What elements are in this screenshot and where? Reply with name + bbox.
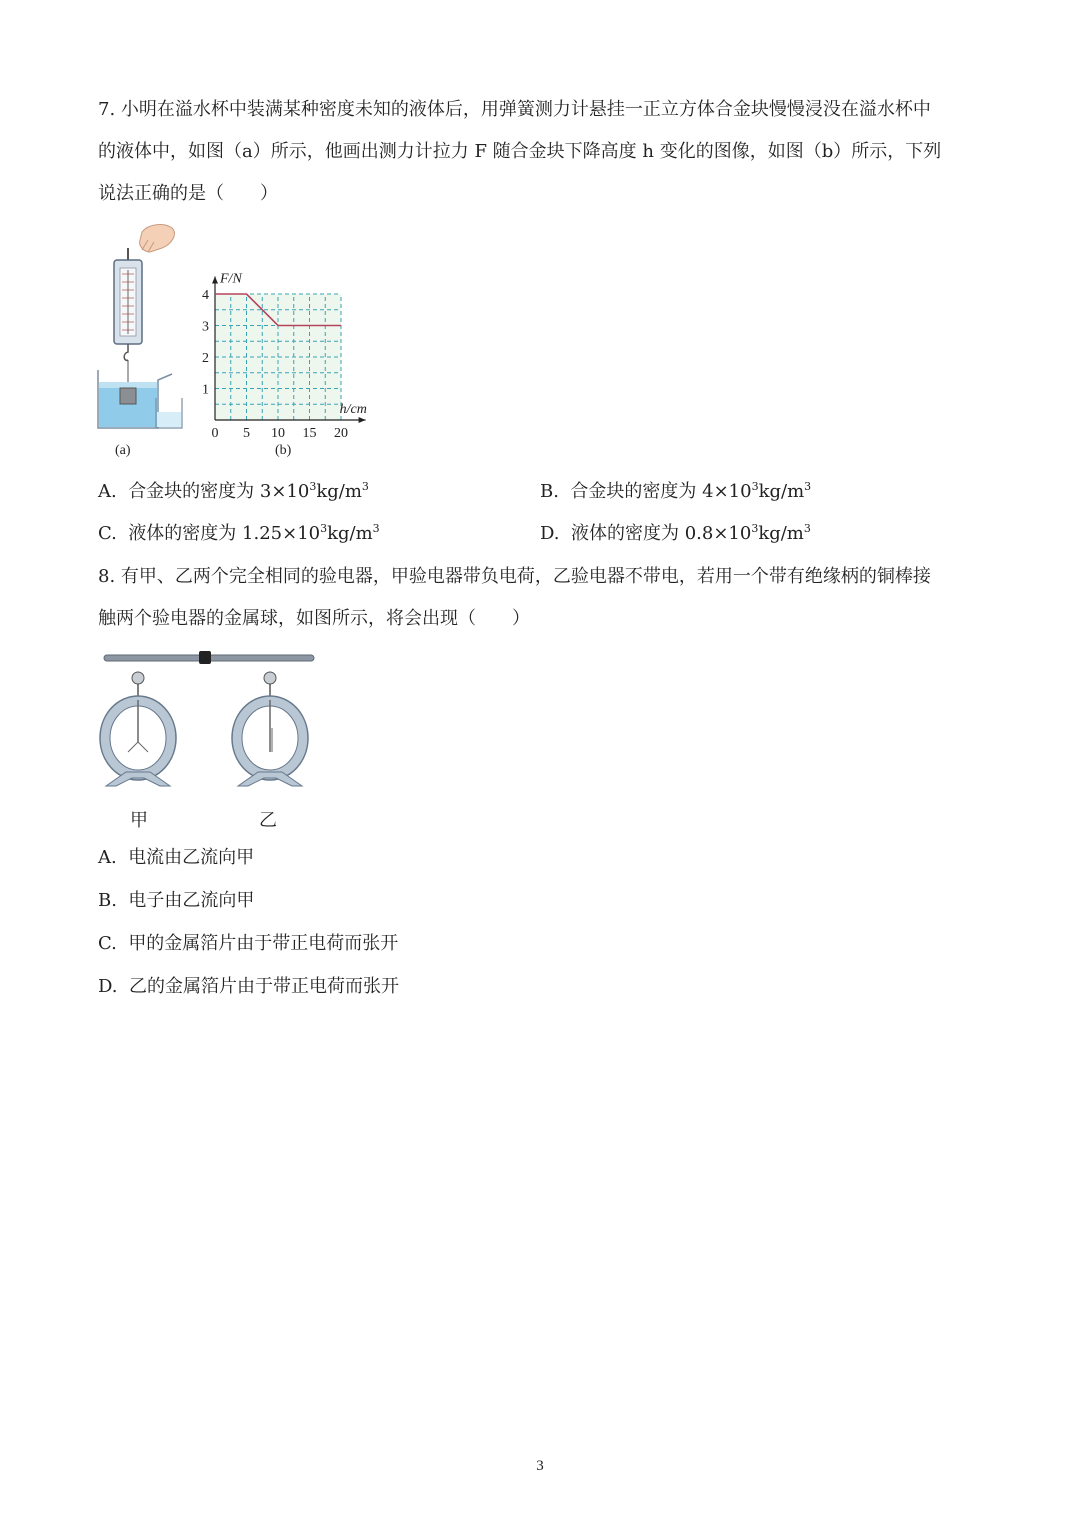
option-letter: B. <box>98 890 117 911</box>
figure-a-spring-scale <box>92 222 192 432</box>
label-yi: 乙 <box>259 810 277 831</box>
x-tick-label: 15 <box>302 426 317 441</box>
option-text: 合金块的密度为 4×10 <box>570 481 752 502</box>
x-tick-label: 5 <box>243 426 250 441</box>
y-tick-label: 3 <box>202 319 209 335</box>
x-axis-arrow <box>359 417 366 423</box>
electroscope-yi <box>232 672 308 786</box>
q8-stem-line1: 8. 有甲、乙两个完全相同的验电器，甲验电器带负电荷，乙验电器不带电，若用一个带有绝缘柄的铜棒接 <box>98 566 931 587</box>
option-letter: A. <box>98 481 117 502</box>
y-axis-arrow <box>212 277 218 284</box>
label-jia: 甲 <box>130 810 148 831</box>
option-text: 电子由乙流向甲 <box>128 890 255 911</box>
option-unit: kg/m <box>758 481 805 502</box>
x-tick-label: 10 <box>271 426 285 441</box>
q8-option-d[interactable] <box>98 975 399 999</box>
option-unit-sup: 3 <box>803 522 811 535</box>
figure-b-graph <box>195 270 385 450</box>
x-tick-label: 0 <box>211 426 219 441</box>
option-unit-sup: 3 <box>372 522 380 535</box>
figure-b-label: (b) <box>275 443 292 458</box>
option-sup: 3 <box>309 480 317 493</box>
option-sup: 3 <box>751 480 759 493</box>
y-tick-label: 1 <box>202 382 209 398</box>
option-letter: D. <box>540 523 560 544</box>
option-unit-sup: 3 <box>361 480 369 493</box>
option-letter: D. <box>98 976 118 997</box>
y-axis-label: F/N <box>220 271 242 287</box>
option-unit: kg/m <box>316 481 362 502</box>
option-text: 电流由乙流向甲 <box>128 847 255 868</box>
option-text: 合金块的密度为 3×10 <box>128 481 310 502</box>
y-tick-label: 2 <box>202 351 209 366</box>
q7-stem-line1: 7. 小明在溢水杯中装满某种密度未知的液体后，用弹簧测力计悬挂一正立方体合金块慢慢浸没在溢水杯中 <box>98 99 931 120</box>
option-letter: C. <box>98 523 117 544</box>
option-text: 乙的金属箔片由于带正电荷而张开 <box>128 976 399 997</box>
q8-option-b[interactable] <box>98 889 254 913</box>
y-tick-label: 4 <box>202 288 209 303</box>
option-letter: A. <box>98 847 117 868</box>
figure-electroscopes <box>96 648 326 798</box>
q7-stem-line2: 的液体中，如图（a）所示，他画出测力计拉力 F 随合金块下降高度 h 变化的图像，如图（b）所示，下列 <box>98 141 942 162</box>
option-sup: 3 <box>751 522 759 535</box>
option-text: 液体的密度为 0.8×10 <box>570 523 752 544</box>
q7-stem-line3: 说法正确的是（ ） <box>98 183 278 204</box>
q8-option-a[interactable] <box>98 846 254 870</box>
q7-option-b[interactable] <box>540 480 811 504</box>
electroscope-jia <box>100 672 176 786</box>
page-number: 3 <box>536 1458 544 1474</box>
x-tick-label: 20 <box>334 426 348 441</box>
q7-option-c[interactable] <box>98 522 380 546</box>
option-unit: kg/m <box>758 523 804 544</box>
option-unit-sup: 3 <box>804 480 812 493</box>
option-text: 液体的密度为 1.25×10 <box>128 523 321 544</box>
q7-option-a[interactable] <box>98 480 369 504</box>
q7-option-d[interactable] <box>540 522 811 546</box>
option-unit: kg/m <box>327 523 373 544</box>
figure-a-label: (a) <box>115 443 131 458</box>
option-letter: B. <box>540 481 559 502</box>
option-text: 甲的金属箔片由于带正电荷而张开 <box>128 933 399 954</box>
q8-stem-line2: 触两个验电器的金属球，如图所示，将会出现（ ） <box>98 608 530 629</box>
x-axis-label: h/cm <box>339 402 367 417</box>
option-letter: C. <box>98 933 117 954</box>
option-sup: 3 <box>320 522 328 535</box>
q8-option-c[interactable] <box>98 932 398 956</box>
